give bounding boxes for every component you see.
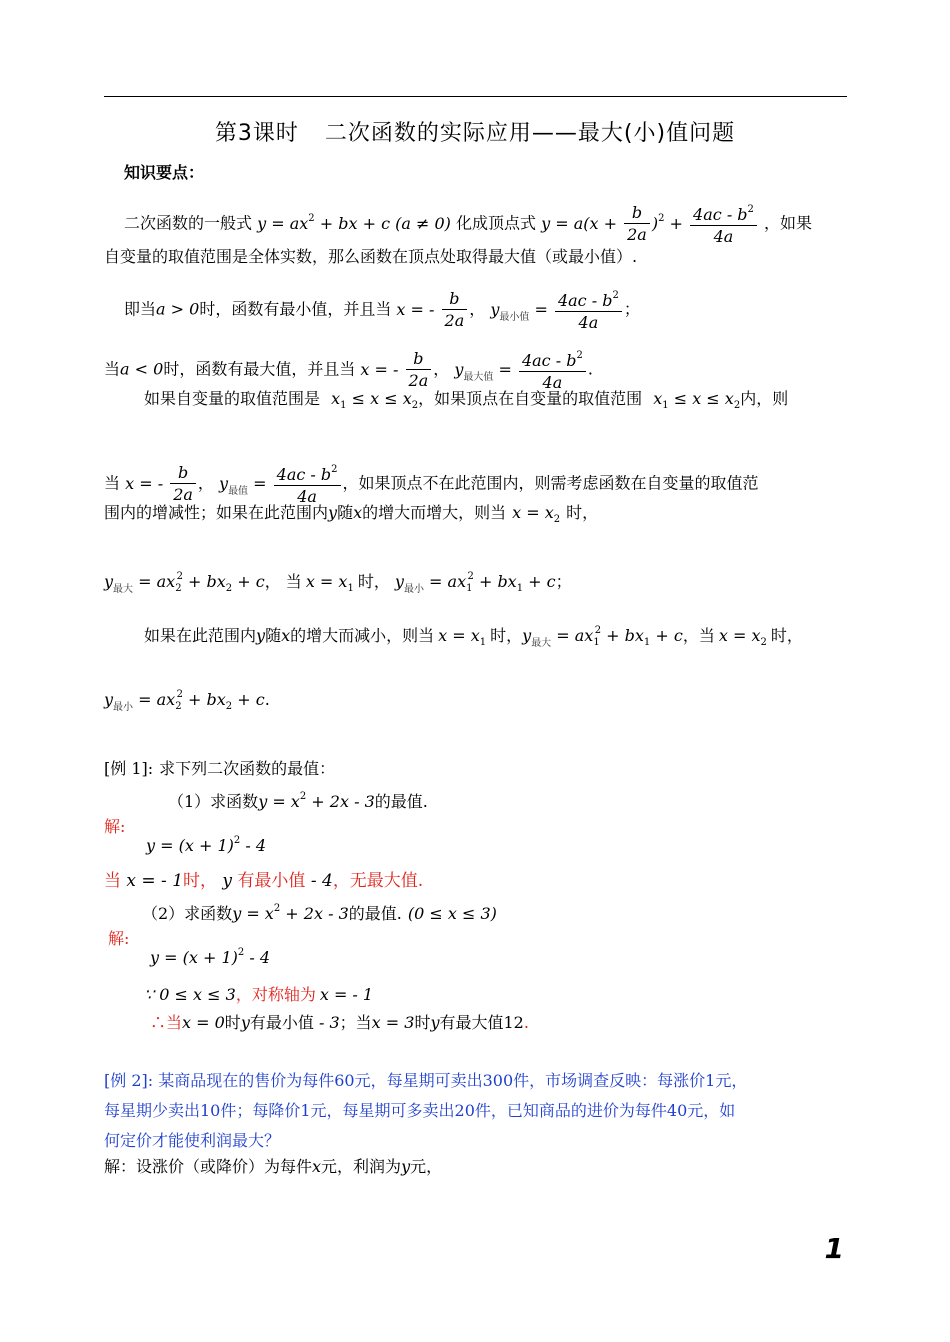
knowledge-p5: 当 x = - $\frac{b}{2a}$ ， $y_{最值}$ = $\frac{4ac - b^2}{4a}$ ，如果顶点不在此范围内，则需考虑函数在自变量的取值范 (104, 460, 759, 508)
lesson-number: 第3课时 (214, 121, 299, 146)
example1-q1: （1）求函数$y = x^2 + 2x - 3$的最值. (168, 791, 428, 811)
knowledge-p1-line2: 自变量的取值范围是全体实数，那么函数在顶点处取得最大值（或最小值）. (104, 247, 638, 266)
knowledge-p8: 如果在此范围内y随x的增大而减小，则当 $x = x_1$ 时，$y_{最大} = ax_1^2 + bx_1 + c$，当 $x = x_2$ 时， (144, 625, 803, 649)
knowledge-p2: 即当a > 0时，函数有最小值，并且当 x = - $\frac{b}{2a}$ ， $y_{最小值}$ = $\frac{4ac - b^2}{4a}$ ； (124, 286, 640, 334)
page-number: 1 (824, 1232, 844, 1265)
knowledge-p4: 如果自变量的取值范围是 $x_1 \le x \le x_2$，如果顶点在自变量的取值范围 $x_1 \le x \le x_2$内，则 (144, 389, 789, 411)
vertex-form: y = a(x + $\frac{b}{2a}$ )$^2$ + $\frac{4ac - b^2}{4a}$ (541, 214, 759, 233)
example1-solution2-label: 解: (108, 929, 130, 948)
example1-answer1: 当 x = - 1时， y 有最小值 - 4，无最大值. (104, 871, 424, 891)
example2-question: [例 2]: 某商品现在的售价为每件60元，每星期可卖出300件，市场调查反映：每涨价1元， 每星期少卖出10件；每降价1元，每星期可多卖出20件，已知商品的进价为每件40元，如 何定价才能使利润最大？ (104, 1071, 748, 1150)
knowledge-p9: $y_{最小} = ax_2^2 + bx_2 + c$. (104, 689, 270, 713)
example1-step1: $y = (x + 1)^2 - 4$ (146, 835, 267, 855)
example1-heading: [例 1]: 求下列二次函数的最值： (104, 759, 336, 778)
general-form: $y = ax^2$ + bx + c (a ≠ 0) (257, 212, 451, 233)
example2-solution: 解：设涨价（或降价）为每件x元，利润为y元， (104, 1157, 443, 1176)
lesson-topic: 二次函数的实际应用——最大(小)值问题 (324, 121, 736, 146)
example1-because: ∵ 0 ≤ x ≤ 3，对称轴为 x = - 1 (144, 985, 374, 1004)
example1-step2: $y = (x + 1)^2 - 4$ (150, 947, 271, 967)
knowledge-p6: 围内的增减性；如果在此范围内y随x的增大而增大，则当 $x = x_2$ 时， (104, 503, 599, 525)
knowledge-p1: 二次函数的一般式 $y = ax^2$ + bx + c (a ≠ 0) 化成顶点式 y = a(x + $\frac{b}{2a}$ )$^2$ + $\frac{4ac - b^2}{4a}$ ，如果 (124, 200, 812, 248)
knowledge-p7: $y_{最大} = ax_2^2 + bx_2 + c$， 当 $x = x_1$ 时， $y_{最小} = ax_1^2 + bx_1 + c$； (104, 571, 572, 595)
example1-solution-label: 解: (104, 817, 126, 836)
example1-q2: （2）求函数$y = x^2 + 2x - 3$的最值. (0 ≤ x ≤ 3) (142, 903, 497, 923)
example1-therefore: ∴当x = 0时y有最小值 - 3；当x = 3时y有最大值12. (150, 1013, 529, 1032)
knowledge-p3: 当a < 0时，函数有最大值，并且当 x = - $\frac{b}{2a}$ ， $y_{最大值}$ = $\frac{4ac - b^2}{4a}$ . (104, 346, 593, 394)
header-rule (104, 96, 847, 97)
section-heading: 知识要点： (124, 163, 205, 182)
page-title (0, 116, 950, 147)
